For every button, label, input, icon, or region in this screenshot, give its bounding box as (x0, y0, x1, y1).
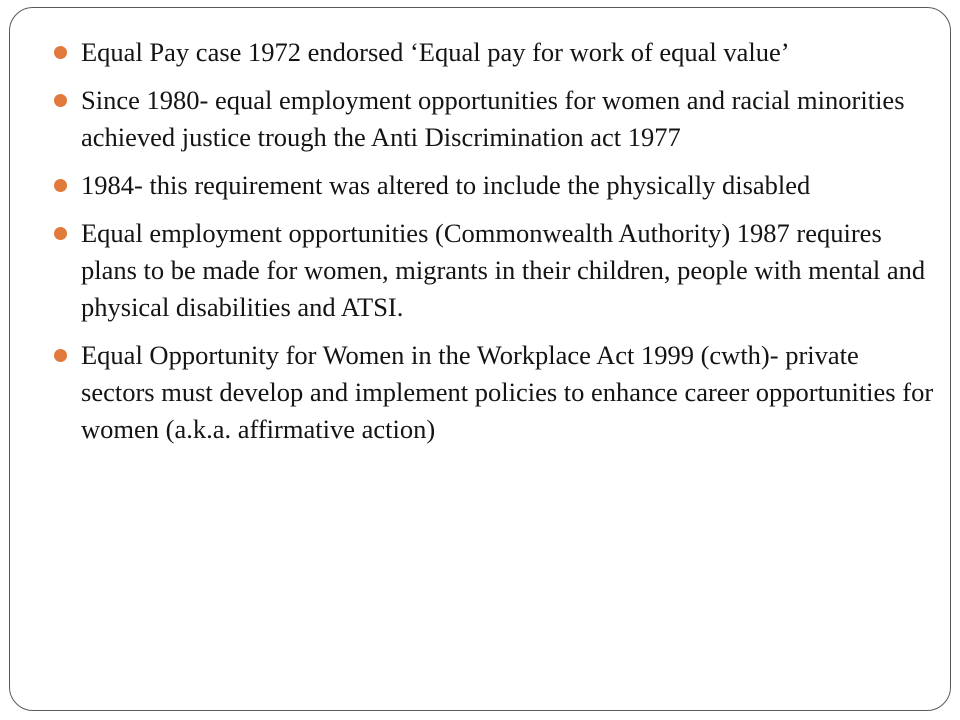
bullet-text: Equal Pay case 1972 endorsed ‘Equal pay for work of equal value’ (81, 37, 790, 67)
bullet-list (54, 34, 934, 459)
bullet-text: Equal employment opportunities (Commonwealth Authority) 1987 requires plans to be made for women, migrants in their children, people with mental and physical disabilities and ATSI. (81, 218, 926, 322)
bullet-text: Equal Opportunity for Women in the Workplace Act 1999 (cwth)- private sectors must develop and implement policies to enhance career opportunities for women (a.k.a. affirmative action) (81, 340, 934, 444)
bullet-text: Since 1980- equal employment opportunities for women and racial minorities achieved justice trough the Anti Discrimination act 1977 (81, 85, 905, 152)
bullet-dot-icon (54, 94, 67, 107)
bullet-item (54, 34, 934, 71)
bullet-item (54, 167, 934, 204)
bullet-dot-icon (54, 349, 67, 362)
bullet-item (54, 215, 934, 326)
slide-frame (9, 7, 951, 711)
bullet-item (54, 337, 934, 448)
bullet-dot-icon (54, 227, 67, 240)
bullet-dot-icon (54, 179, 67, 192)
bullet-item (54, 82, 934, 156)
bullet-dot-icon (54, 46, 67, 59)
bullet-text: 1984- this requirement was altered to include the physically disabled (81, 170, 811, 200)
